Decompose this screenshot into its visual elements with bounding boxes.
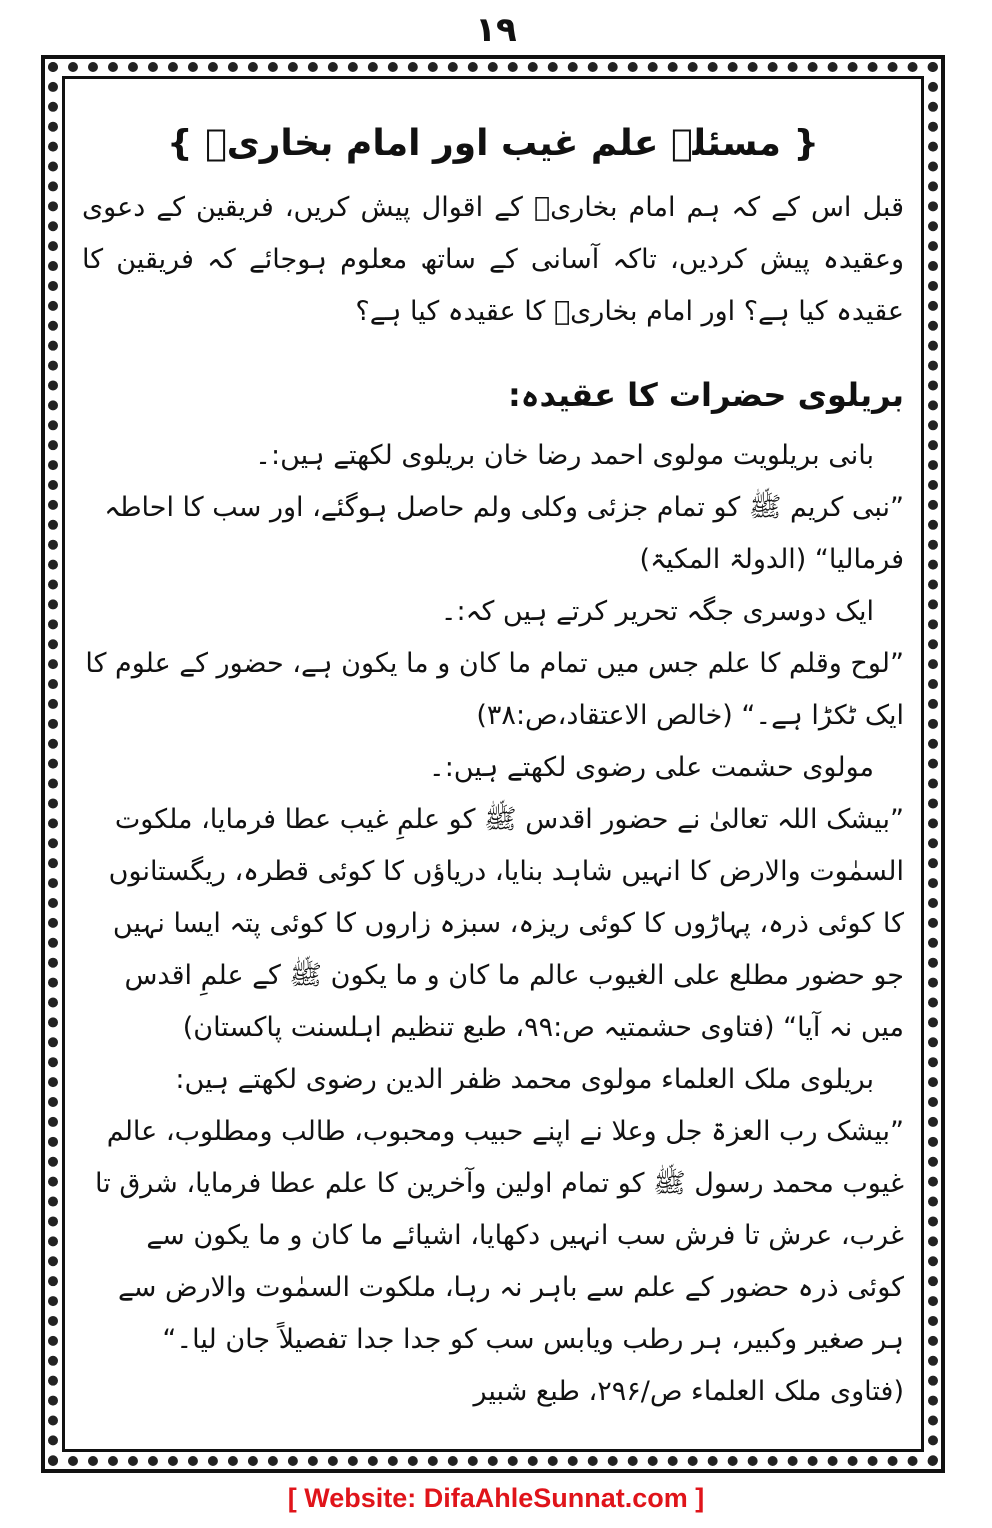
- author-intro-1: بانی بریلویت مولوی احمد رضا خان بریلوی لکھتے ہیں:۔: [255, 440, 874, 471]
- quote-3: ”بیشک اللہ تعالیٰ نے حضور اقدس ﷺ کو علمِ غیب عطا فرمایا، ملکوت السمٰوت والارض کا انہیں شاہد بنایا، دریاؤں کا کوئی قطرہ، ریگستانوں کا کوئی ذرہ، پہاڑوں کا کوئی ریزہ، سبزہ زاروں کا کوئی پتہ ایسا نہیں جو حضور مطلع علی الغیوب عالم ما کان و ما یکون ﷺ کے علمِ اقدس میں نہ آیا“ (فتاوی حشمتیہ ص:۹۹، طبع تنظیم اہلسنت پاکستان): [108, 804, 904, 1043]
- page-title: { مسئلہ علم غیب اور امام بخاریؒ }: [166, 123, 820, 164]
- quote-2: ”لوح وقلم کا علم جس میں تمام ما کان و ما یکون ہے، حضور کے علوم کا ایک ٹکڑا ہے۔“ (خالص الاعتقاد،ص:۳۸): [85, 648, 904, 731]
- author-intro-4: بریلوی ملک العلماء مولوی محمد ظفر الدین رضوی لکھتے ہیں:: [175, 1064, 874, 1095]
- website-footer: [ Website: DifaAhleSunnat.com ]: [287, 1483, 705, 1513]
- quote-1: ”نبی کریم ﷺ کو تمام جزئی وکلی ولم حاصل ہوگئے، اور سب کا احاطہ فرمالیا“ (الدولۃ المکیۃ): [104, 492, 904, 575]
- author-intro-2: ایک دوسری جگہ تحریر کرتے ہیں کہ:۔: [440, 596, 874, 627]
- quote-4: ”بیشک رب العزۃ جل وعلا نے اپنے حبیب ومحبوب، طالب ومطلوب، عالم غیوب محمد رسول ﷺ کو تمام اولین وآخرین کا علم عطا فرمایا، شرق تا غرب، عرش تا فرش سب انہیں دکھایا، اشیائے ما کان و ما یکون سے کوئی ذرہ حضور کے علم سے باہر نہ رہا، ملکوت السمٰوت والارض سے ہر صغیر وکبیر، ہر رطب ویابس سب کو جدا جدا تفصیلاً جان لیا۔“ (فتاوی ملک العلماء ص/۲۹۶، طبع شبیر: [95, 1116, 904, 1407]
- author-intro-3: مولوی حشمت علی رضوی لکھتے ہیں:۔: [428, 752, 874, 783]
- page-number: ۱۹: [475, 10, 517, 50]
- section-heading: بریلوی حضرات کا عقیدہ:: [507, 376, 904, 414]
- page-content: [82, 100, 904, 1440]
- intro-paragraph: قبل اس کے کہ ہم امام بخاریؒ کے اقوال پیش کریں، فریقین کے دعوی وعقیدہ پیش کردیں، تاکہ آسانی کے ساتھ معلوم ہوجائے کہ فریقین کا عقیدہ کیا ہے؟ اور امام بخاریؒ کا عقیدہ کیا ہے؟: [82, 192, 904, 327]
